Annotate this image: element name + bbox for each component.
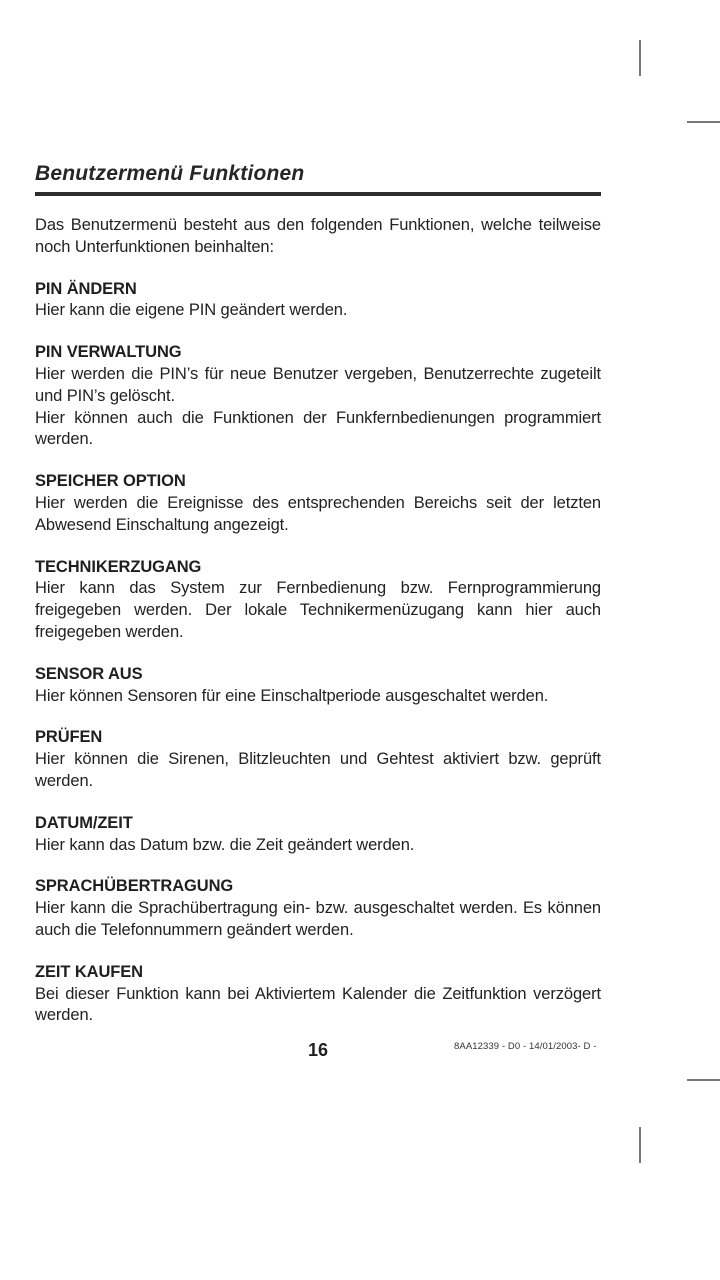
function-description: Hier werden die PIN’s für neue Benutzer vergeben, Benutzerrechte zugeteilt und PIN’s gelöscht.	[35, 364, 601, 405]
function-description: Hier werden die Ereignisse des entsprechenden Bereichs seit der letzten Abwesend Einschaltung angezeigt.	[35, 493, 601, 534]
function-heading: DATUM/ZEIT	[35, 813, 133, 832]
function-heading: TECHNIKERZUGANG	[35, 557, 202, 576]
crop-mark-bottom-vertical	[639, 1127, 641, 1163]
function-section	[35, 876, 601, 941]
function-sections	[35, 279, 601, 1028]
function-section	[35, 727, 601, 792]
function-section	[35, 813, 601, 857]
function-heading: SPRACHÜBERTRAGUNG	[35, 877, 234, 896]
function-description-group	[35, 898, 601, 942]
function-description: Hier kann das Datum bzw. die Zeit geändert werden.	[35, 835, 415, 854]
function-section	[35, 342, 601, 451]
function-heading: PIN VERWALTUNG	[35, 343, 182, 362]
function-description: Bei dieser Funktion kann bei Aktiviertem Kalender die Zeitfunktion verzögert werden.	[35, 984, 601, 1025]
function-section	[35, 664, 601, 708]
page-content	[35, 161, 601, 1027]
function-section	[35, 471, 601, 536]
function-description-group	[35, 749, 601, 793]
function-heading: SENSOR AUS	[35, 664, 143, 683]
function-description: Hier kann das System zur Fernbedienung bzw. Fernprogrammierung freigegeben werden. Der lokale Technikermenüzugang kann hier auch freigegeben werden.	[35, 579, 601, 641]
function-heading: SPEICHER OPTION	[35, 472, 186, 491]
function-section	[35, 279, 601, 323]
function-heading: ZEIT KAUFEN	[35, 962, 143, 981]
page-number: 16	[307, 1040, 329, 1060]
function-description: Hier können Sensoren für eine Einschaltperiode ausgeschaltet werden.	[35, 686, 549, 705]
function-description-group	[35, 300, 601, 322]
intro-paragraph: Das Benutzermenü besteht aus den folgenden Funktionen, welche teilweise noch Unterfunktionen beinhalten:	[35, 216, 601, 256]
function-description: Hier kann die Sprachübertragung ein- bzw. ausgeschaltet werden. Es können auch die Telefonnummern geändert werden.	[35, 899, 601, 939]
function-description-group	[35, 364, 601, 451]
function-description: Hier kann die eigene PIN geändert werden.	[35, 301, 348, 320]
function-heading: PRÜFEN	[35, 728, 103, 747]
function-description-group	[35, 835, 601, 857]
function-description-group	[35, 493, 601, 537]
crop-mark-top-horizontal	[687, 121, 720, 123]
function-description-group	[35, 984, 601, 1028]
function-description: Hier können auch die Funktionen der Funkfernbedienungen programmiert werden.	[35, 408, 601, 449]
function-section	[35, 557, 601, 644]
function-description: Hier können die Sirenen, Blitzleuchten und Gehtest aktiviert bzw. geprüft werden.	[35, 750, 601, 790]
document-reference: 8AA12339 - D0 - 14/01/2003- D -	[454, 1041, 597, 1052]
function-section	[35, 962, 601, 1027]
crop-mark-top-vertical	[639, 40, 641, 76]
function-heading: PIN ÄNDERN	[35, 279, 137, 298]
crop-mark-bottom-horizontal	[687, 1079, 720, 1081]
function-description-group	[35, 686, 601, 708]
function-description-group	[35, 578, 601, 643]
title-rule	[35, 192, 601, 196]
page-title: Benutzermenü Funktionen	[35, 162, 305, 185]
